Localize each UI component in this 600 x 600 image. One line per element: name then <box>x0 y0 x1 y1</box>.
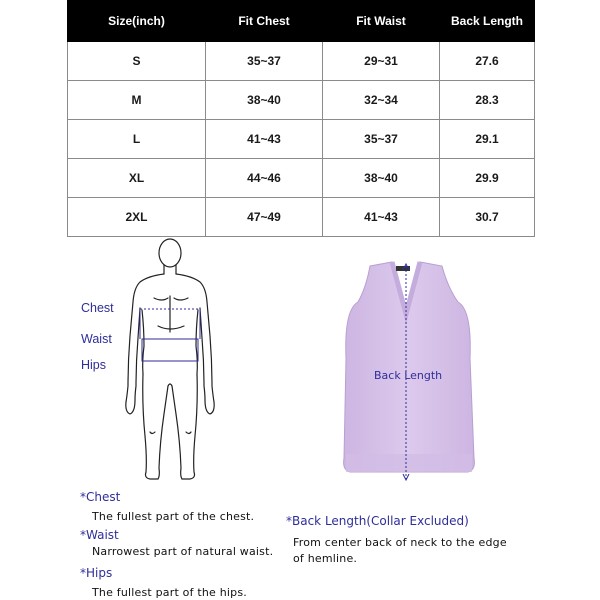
cell-waist: 32~34 <box>323 81 440 120</box>
chest-note-title: *Chest <box>80 490 121 504</box>
back-length-note-title: *Back Length(Collar Excluded) <box>286 514 469 528</box>
cell-chest: 35~37 <box>206 42 323 81</box>
header-back-length: Back Length <box>440 1 535 42</box>
header-fit-chest: Fit Chest <box>206 1 323 42</box>
waist-note-desc: Narrowest part of natural waist. <box>92 545 274 558</box>
hips-note-desc: The fullest part of the hips. <box>92 586 247 599</box>
cell-back-length: 27.6 <box>440 42 535 81</box>
cell-chest: 41~43 <box>206 120 323 159</box>
table-row <box>68 120 535 159</box>
table-row <box>68 42 535 81</box>
cell-back-length: 29.9 <box>440 159 535 198</box>
header-fit-waist: Fit Waist <box>323 1 440 42</box>
cell-size: L <box>68 120 206 159</box>
cell-size: XL <box>68 159 206 198</box>
cell-waist: 35~37 <box>323 120 440 159</box>
table-row <box>68 81 535 120</box>
back-length-note-desc: From center back of neck to the edge <box>293 536 507 549</box>
cell-waist: 41~43 <box>323 198 440 237</box>
waist-label: Waist <box>81 332 112 346</box>
cell-back-length: 28.3 <box>440 81 535 120</box>
cell-back-length: 30.7 <box>440 198 535 237</box>
cell-waist: 29~31 <box>323 42 440 81</box>
cell-chest: 47~49 <box>206 198 323 237</box>
cell-size: S <box>68 42 206 81</box>
cell-back-length: 29.1 <box>440 120 535 159</box>
cell-waist: 38~40 <box>323 159 440 198</box>
human-figure-illustration <box>118 236 238 481</box>
cell-chest: 38~40 <box>206 81 323 120</box>
waist-note-title: *Waist <box>80 528 119 542</box>
cell-size: 2XL <box>68 198 206 237</box>
table-header-row <box>68 1 535 42</box>
back-length-label: Back Length <box>374 369 443 382</box>
table-row <box>68 198 535 237</box>
size-chart-table <box>67 0 535 237</box>
cell-size: M <box>68 81 206 120</box>
back-length-note-desc-2: of hemline. <box>293 552 358 565</box>
chest-note-desc: The fullest part of the chest. <box>92 510 255 523</box>
chest-label: Chest <box>81 301 114 315</box>
table-row <box>68 159 535 198</box>
cell-chest: 44~46 <box>206 159 323 198</box>
body-outline-icon <box>118 236 238 481</box>
header-size: Size(inch) <box>68 1 206 42</box>
hips-note-title: *Hips <box>80 566 113 580</box>
hips-label: Hips <box>81 358 107 372</box>
